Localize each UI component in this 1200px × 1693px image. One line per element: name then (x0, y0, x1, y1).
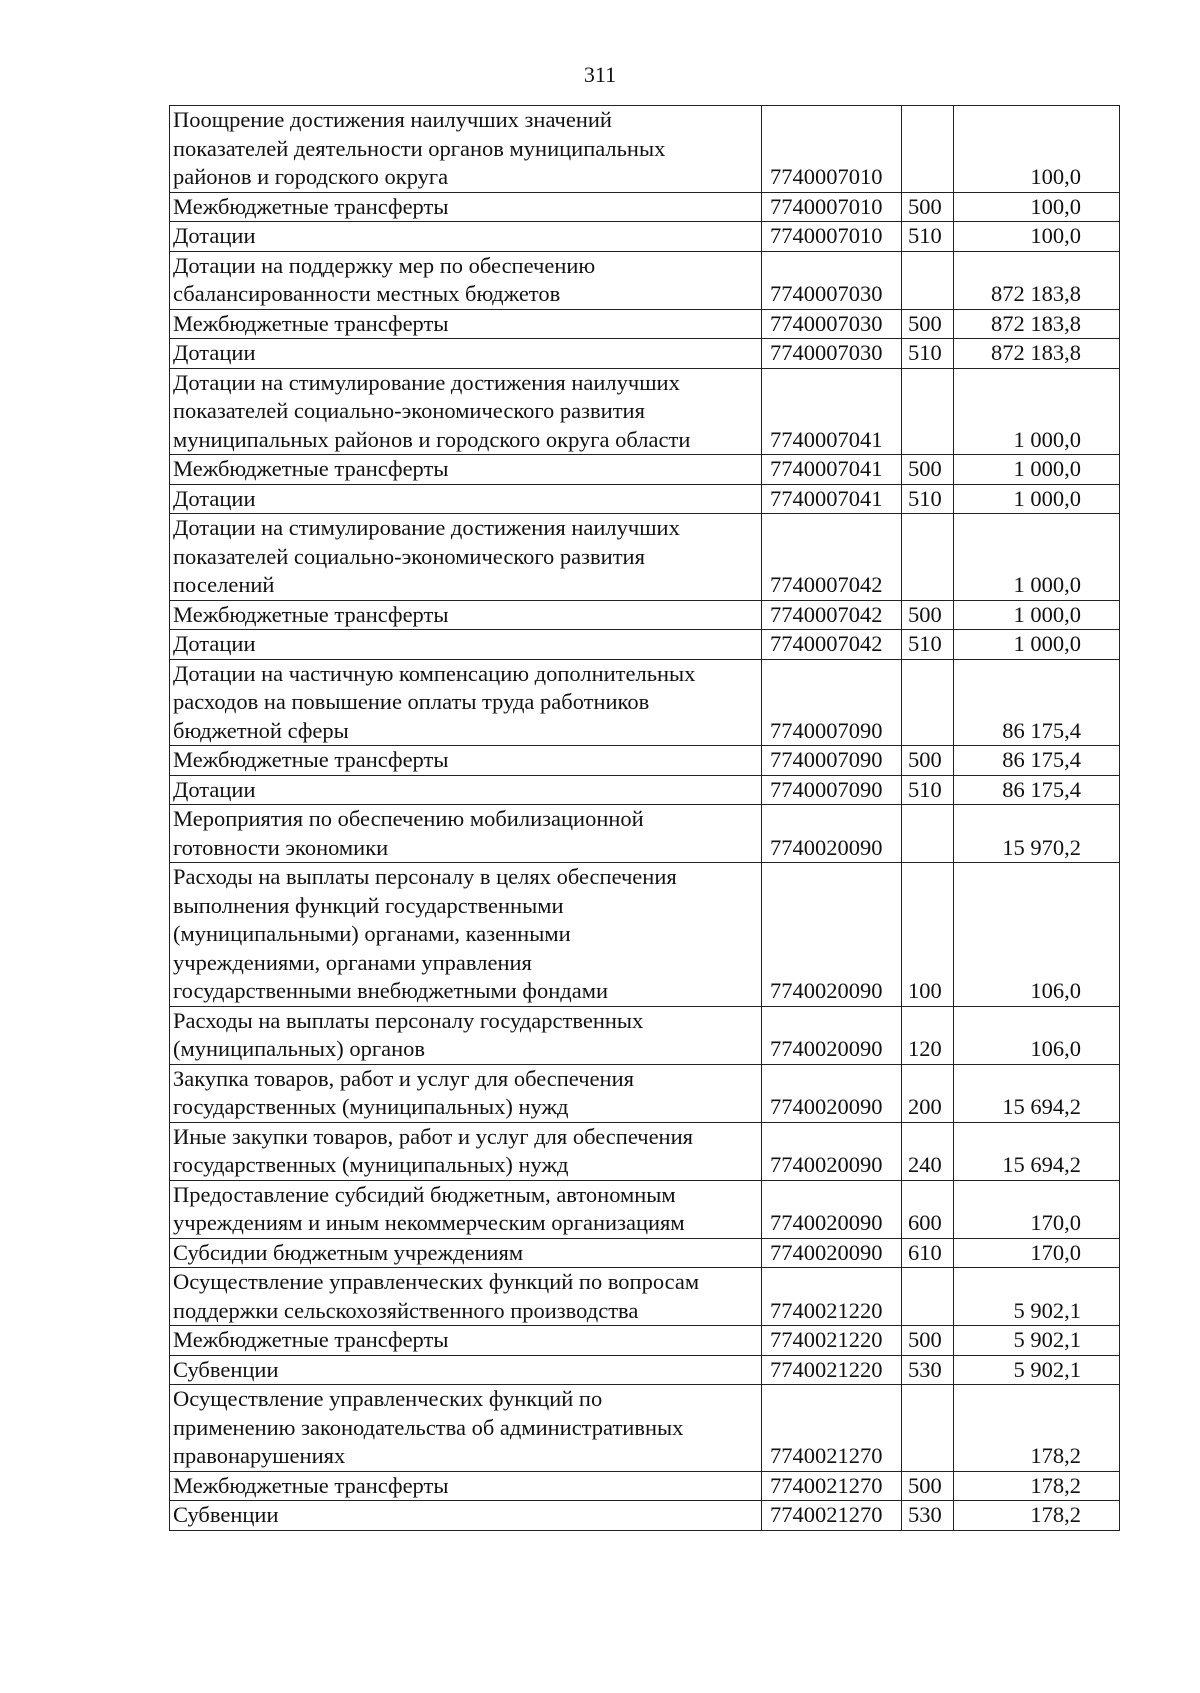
row-amount: 5 902,1 (954, 1355, 1120, 1385)
row-name: Дотации (170, 222, 762, 252)
row-amount: 86 175,4 (954, 659, 1120, 746)
row-amount: 1 000,0 (954, 368, 1120, 455)
table-row (170, 1471, 1120, 1501)
row-name: Межбюджетные трансферты (170, 746, 762, 776)
row-name: Расходы на выплаты персоналу в целях обеспечения выполнения функций государственными (муниципальными) органами, казенными учреждениями, органами управления государственными внебюджетными фондами (170, 863, 762, 1007)
table-row (170, 106, 1120, 193)
row-target-code: 7740020090 (762, 1006, 902, 1064)
row-name: Осуществление управленческих функций по применению законодательства об административных правонарушениях (170, 1385, 762, 1472)
row-target-code: 7740020090 (762, 1180, 902, 1238)
row-name: Закупка товаров, работ и услуг для обеспечения государственных (муниципальных) нужд (170, 1064, 762, 1122)
row-name: Осуществление управленческих функций по вопросам поддержки сельскохозяйственного производства (170, 1268, 762, 1326)
row-name: Дотации (170, 630, 762, 660)
row-target-code: 7740007090 (762, 659, 902, 746)
row-amount: 1 000,0 (954, 514, 1120, 601)
row-amount: 100,0 (954, 192, 1120, 222)
table-row (170, 1385, 1120, 1472)
row-target-code: 7740007042 (762, 630, 902, 660)
row-expense-type (902, 805, 954, 863)
row-amount: 872 183,8 (954, 251, 1120, 309)
row-name: Межбюджетные трансферты (170, 600, 762, 630)
row-name: Межбюджетные трансферты (170, 1326, 762, 1356)
row-name: Поощрение достижения наилучших значений показателей деятельности органов муниципальных районов и городского округа (170, 106, 762, 193)
table-row (170, 484, 1120, 514)
row-target-code: 7740020090 (762, 805, 902, 863)
row-name: Межбюджетные трансферты (170, 192, 762, 222)
row-amount: 170,0 (954, 1180, 1120, 1238)
table-row (170, 1355, 1120, 1385)
row-name: Предоставление субсидий бюджетным, автономным учреждениям и иным некоммерческим организациям (170, 1180, 762, 1238)
row-expense-type: 500 (902, 746, 954, 776)
row-amount: 1 000,0 (954, 455, 1120, 485)
row-amount: 5 902,1 (954, 1268, 1120, 1326)
row-amount: 106,0 (954, 863, 1120, 1007)
row-expense-type: 510 (902, 222, 954, 252)
row-target-code: 7740021270 (762, 1385, 902, 1472)
row-expense-type: 500 (902, 309, 954, 339)
row-name: Межбюджетные трансферты (170, 309, 762, 339)
table-row (170, 251, 1120, 309)
row-name: Дотации на поддержку мер по обеспечению сбалансированности местных бюджетов (170, 251, 762, 309)
row-target-code: 7740007030 (762, 339, 902, 369)
row-target-code: 7740020090 (762, 1122, 902, 1180)
table-row (170, 863, 1120, 1007)
row-name: Субсидии бюджетным учреждениям (170, 1238, 762, 1268)
row-name: Дотации (170, 339, 762, 369)
row-expense-type: 100 (902, 863, 954, 1007)
row-expense-type (902, 368, 954, 455)
row-expense-type: 510 (902, 630, 954, 660)
table-row (170, 1238, 1120, 1268)
row-target-code: 7740007041 (762, 455, 902, 485)
row-expense-type: 600 (902, 1180, 954, 1238)
row-expense-type: 120 (902, 1006, 954, 1064)
table-row (170, 192, 1120, 222)
table-row (170, 368, 1120, 455)
row-expense-type: 500 (902, 1471, 954, 1501)
row-expense-type (902, 106, 954, 193)
table-row (170, 659, 1120, 746)
row-amount: 1 000,0 (954, 630, 1120, 660)
table-row (170, 805, 1120, 863)
row-amount: 100,0 (954, 222, 1120, 252)
row-expense-type: 510 (902, 484, 954, 514)
row-target-code: 7740021220 (762, 1268, 902, 1326)
row-name: Дотации на стимулирование достижения наилучших показателей социально-экономического развития муниципальных районов и городского округа области (170, 368, 762, 455)
row-target-code: 7740007030 (762, 251, 902, 309)
row-target-code: 7740007090 (762, 746, 902, 776)
row-target-code: 7740007030 (762, 309, 902, 339)
row-name: Дотации на частичную компенсацию дополнительных расходов на повышение оплаты труда работников бюджетной сферы (170, 659, 762, 746)
row-amount: 1 000,0 (954, 484, 1120, 514)
row-target-code: 7740021270 (762, 1501, 902, 1531)
row-expense-type: 510 (902, 339, 954, 369)
row-amount: 15 970,2 (954, 805, 1120, 863)
row-amount: 1 000,0 (954, 600, 1120, 630)
row-name: Мероприятия по обеспечению мобилизационной готовности экономики (170, 805, 762, 863)
row-target-code: 7740007010 (762, 222, 902, 252)
row-expense-type: 510 (902, 775, 954, 805)
row-amount: 86 175,4 (954, 775, 1120, 805)
row-target-code: 7740007010 (762, 106, 902, 193)
row-target-code: 7740021220 (762, 1355, 902, 1385)
row-name: Иные закупки товаров, работ и услуг для обеспечения государственных (муниципальных) нужд (170, 1122, 762, 1180)
row-name: Межбюджетные трансферты (170, 1471, 762, 1501)
row-name: Расходы на выплаты персоналу государственных (муниципальных) органов (170, 1006, 762, 1064)
table-row (170, 1268, 1120, 1326)
row-target-code: 7740020090 (762, 1238, 902, 1268)
row-expense-type: 500 (902, 1326, 954, 1356)
row-amount: 5 902,1 (954, 1326, 1120, 1356)
row-amount: 872 183,8 (954, 309, 1120, 339)
row-target-code: 7740007042 (762, 600, 902, 630)
row-target-code: 7740007041 (762, 368, 902, 455)
row-name: Субвенции (170, 1355, 762, 1385)
row-expense-type: 610 (902, 1238, 954, 1268)
row-expense-type: 240 (902, 1122, 954, 1180)
row-amount: 178,2 (954, 1501, 1120, 1531)
row-target-code: 7740007090 (762, 775, 902, 805)
row-target-code: 7740021220 (762, 1326, 902, 1356)
row-amount: 86 175,4 (954, 746, 1120, 776)
row-expense-type: 500 (902, 455, 954, 485)
row-target-code: 7740020090 (762, 863, 902, 1007)
row-name: Дотации на стимулирование достижения наилучших показателей социально-экономического развития поселений (170, 514, 762, 601)
row-name: Межбюджетные трансферты (170, 455, 762, 485)
row-expense-type: 530 (902, 1501, 954, 1531)
row-amount: 15 694,2 (954, 1064, 1120, 1122)
row-expense-type (902, 1385, 954, 1472)
row-amount: 170,0 (954, 1238, 1120, 1268)
row-name: Дотации (170, 484, 762, 514)
row-target-code: 7740020090 (762, 1064, 902, 1122)
row-name: Дотации (170, 775, 762, 805)
row-amount: 106,0 (954, 1006, 1120, 1064)
row-expense-type: 530 (902, 1355, 954, 1385)
table-row (170, 775, 1120, 805)
table-row (170, 630, 1120, 660)
table-row (170, 1501, 1120, 1531)
row-amount: 872 183,8 (954, 339, 1120, 369)
row-amount: 178,2 (954, 1385, 1120, 1472)
table-row (170, 1180, 1120, 1238)
row-expense-type (902, 514, 954, 601)
row-expense-type (902, 1268, 954, 1326)
row-target-code: 7740007041 (762, 484, 902, 514)
table-row (170, 1006, 1120, 1064)
row-amount: 100,0 (954, 106, 1120, 193)
table-row (170, 455, 1120, 485)
table-row (170, 339, 1120, 369)
table-row (170, 746, 1120, 776)
row-expense-type (902, 251, 954, 309)
budget-table (169, 105, 1120, 1531)
row-expense-type: 500 (902, 600, 954, 630)
row-target-code: 7740021270 (762, 1471, 902, 1501)
page-number: 311 (583, 62, 617, 87)
table-row (170, 514, 1120, 601)
table-row (170, 600, 1120, 630)
table-row (170, 309, 1120, 339)
table-row (170, 1122, 1120, 1180)
table-row (170, 222, 1120, 252)
row-amount: 178,2 (954, 1471, 1120, 1501)
row-target-code: 7740007042 (762, 514, 902, 601)
row-expense-type: 200 (902, 1064, 954, 1122)
row-expense-type (902, 659, 954, 746)
table-row (170, 1064, 1120, 1122)
row-target-code: 7740007010 (762, 192, 902, 222)
row-amount: 15 694,2 (954, 1122, 1120, 1180)
row-name: Субвенции (170, 1501, 762, 1531)
table-row (170, 1326, 1120, 1356)
row-expense-type: 500 (902, 192, 954, 222)
